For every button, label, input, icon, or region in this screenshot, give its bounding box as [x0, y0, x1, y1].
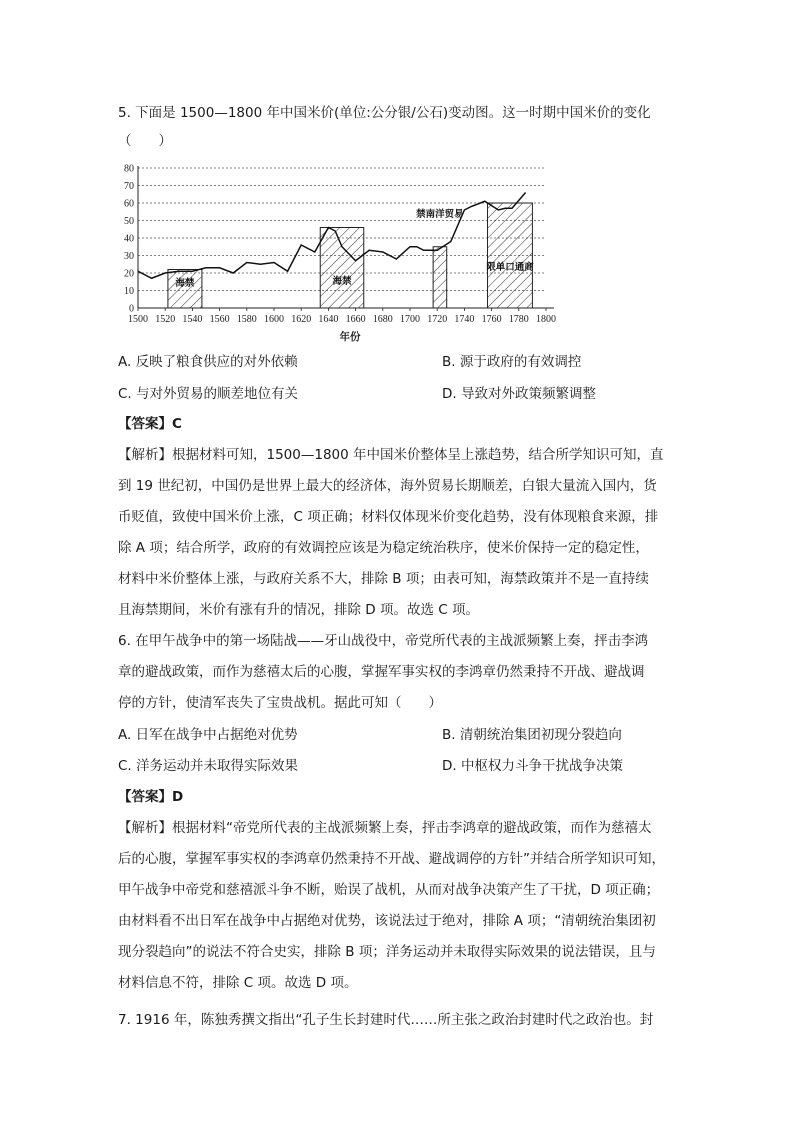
q5-analysis-line6: 且海禁期间，米价有涨有升的情况，排除 D 项。故选 C 项。 — [118, 602, 479, 618]
y-tick-label: 40 — [124, 233, 134, 245]
q5-analysis-line1: 【解析】根据材料可知，1500—1800 年中国米价整体呈上涨趋势，结合所学知识可知，直 — [118, 447, 664, 463]
x-tick-label: 1780 — [508, 314, 529, 325]
period-label: 限单口通商 — [486, 263, 534, 273]
period-label: 海禁 — [175, 279, 195, 289]
x-tick-label: 1740 — [454, 314, 475, 325]
y-tick-label: 80 — [124, 163, 134, 175]
x-tick-label: 1580 — [236, 314, 257, 325]
q6-analysis-line4: 由材料看不出日军在战争中占据绝对优势，该说法过于绝对，排除 A 项；“清朝统治集团初 — [118, 913, 656, 929]
q6-option-a[interactable]: A. 日军在战争中占据绝对优势 — [118, 727, 298, 743]
x-tick-label: 1680 — [372, 314, 393, 325]
shaded-period — [433, 247, 447, 308]
q6-option-d[interactable]: D. 中枢权力斗争干扰战争决策 — [442, 758, 623, 774]
q6-stem-line1: 6. 在甲午战争中的第一场陆战——牙山战役中，帝党所代表的主战派频繁上奏，抨击李鸿 — [118, 633, 649, 649]
x-tick-label: 1760 — [481, 314, 502, 325]
x-tick-label: 1660 — [345, 314, 366, 325]
x-tick-label: 1500 — [128, 314, 148, 325]
q5-option-b[interactable]: B. 源于政府的有效调控 — [442, 354, 582, 370]
q6-answer: 【答案】D — [118, 789, 184, 805]
x-tick-label: 1640 — [318, 314, 339, 325]
q6-analysis-line3: 甲午战争中帝党和慈禧派斗争不断，贻误了战机，从而对战争决策产生了干扰，D 项正确； — [118, 882, 660, 898]
x-tick-label: 1720 — [427, 314, 448, 325]
y-tick-label: 70 — [124, 181, 134, 192]
q5-stem-line2: （ ） — [118, 133, 172, 149]
q6-option-c[interactable]: C. 洋务运动并未取得实际效果 — [118, 758, 299, 774]
q5-option-c[interactable]: C. 与对外贸易的顺差地位有关 — [118, 386, 299, 402]
q5-option-d[interactable]: D. 导致对外政策频繁调整 — [442, 386, 596, 402]
q7-stem-line1: 7. 1916 年，陈独秀撰文指出“孔子生长封建时代……所主张之政治封建时代之政治也。封 — [118, 1012, 654, 1028]
q5-stem-line1: 5. 下面是 1500—1800 年中国米价(单位:公分银/公石)变动图。这一时期中国米价的变化 — [118, 105, 651, 121]
q6-analysis-line1: 【解析】根据材料“帝党所代表的主战派频繁上奏，抨击李鸿章的避战政策，而作为慈禧太 — [118, 820, 652, 836]
y-tick-label: 30 — [124, 251, 134, 262]
y-tick-label: 60 — [124, 198, 134, 210]
x-tick-label: 1620 — [291, 314, 312, 325]
q5-analysis-line5: 材料中米价整体上涨，与政府关系不大，排除 B 项；由表可知，海禁政策并不是一直持续 — [118, 571, 649, 587]
q5-option-a[interactable]: A. 反映了粮食供应的对外依赖 — [118, 354, 298, 370]
q5-answer: 【答案】C — [118, 416, 182, 432]
q6-analysis-line5: 现分裂趋向”的说法不符合史实，排除 B 项；洋务运动并未取得实际效果的说法错误，且与 — [118, 944, 656, 960]
period-label: 海禁 — [332, 277, 352, 287]
x-tick-label: 1600 — [264, 314, 284, 325]
q6-analysis-line6: 材料信息不符，排除 C 项。故选 D 项。 — [118, 975, 358, 991]
y-tick-label: 10 — [124, 286, 134, 297]
q5-analysis-line3: 币贬值，致使中国米价上涨，C 项正确；材料仅体现米价变化趋势，没有体现粮食来源，排 — [118, 509, 659, 525]
x-tick-label: 1540 — [182, 314, 203, 325]
y-tick-label: 0 — [129, 303, 134, 315]
y-tick-label: 20 — [124, 268, 134, 280]
q6-option-b[interactable]: B. 清朝统治集团初现分裂趋向 — [442, 727, 622, 743]
shaded-period — [320, 228, 364, 309]
rice-price-chart — [112, 158, 572, 348]
x-tick-label: 1520 — [155, 314, 176, 325]
q6-analysis-line2: 后的心腹，掌握军事实权的李鸿章仍然秉持不开战、避战调停的方针”并结合所学知识可知， — [118, 851, 665, 867]
q6-stem-line3: 停的方针，使清军丧失了宝贵战机。据此可知（ ） — [118, 695, 442, 711]
shaded-period — [488, 203, 533, 308]
period-label: 禁南洋贸易 — [416, 209, 464, 220]
y-tick-label: 50 — [124, 216, 134, 227]
x-tick-label: 1700 — [400, 314, 420, 325]
x-tick-label: 1800 — [536, 314, 556, 325]
x-tick-label: 1560 — [209, 314, 230, 325]
q5-analysis-line4: 除 A 项；结合所学，政府的有效调控应该是为稳定统治秩序，使米价保持一定的稳定性， — [118, 540, 649, 556]
q6-stem-line2: 章的避战政策，而作为慈禧太后的心腹，掌握军事实权的李鸿章仍然秉持不开战、避战调 — [118, 664, 645, 680]
x-axis-label: 年份 — [339, 332, 361, 343]
q5-analysis-line2: 到 19 世纪初，中国仍是世界上最大的经济体，海外贸易长期顺差，白银大量流入国内，货 — [118, 478, 657, 494]
